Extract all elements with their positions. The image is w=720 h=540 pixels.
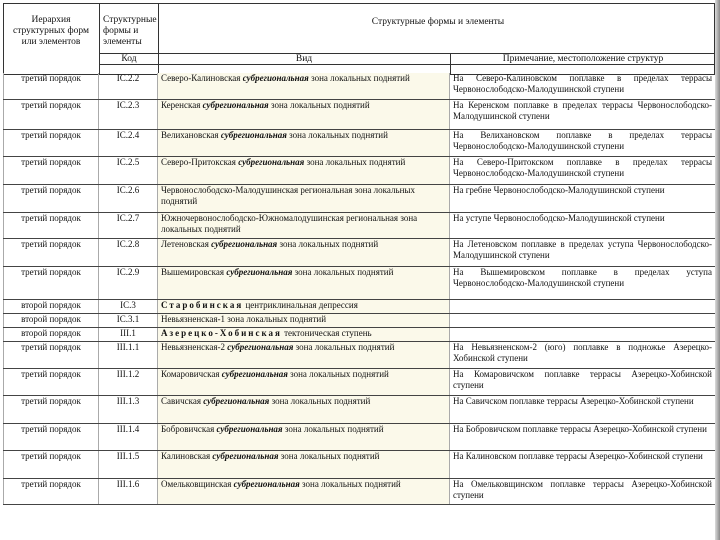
- view-text-part: Велихановская: [161, 129, 221, 140]
- hierarchy-cell: третий порядок: [4, 478, 99, 504]
- header-code: Код: [121, 54, 137, 64]
- view-cell: [158, 266, 450, 299]
- table-row: [4, 156, 716, 184]
- code-cell: III.1.4: [99, 423, 158, 450]
- header-structural-forms: Структурные формы и элементы: [103, 15, 157, 47]
- table-row: [4, 327, 716, 341]
- view-cell: [158, 478, 450, 504]
- view-text-part: зона локальных поднятий: [299, 478, 401, 489]
- note-cell: На Северо-Калиновском поплавке в пределах террасы Червонослободско-Малодушинской ступени: [450, 73, 716, 99]
- view-cell: [158, 99, 450, 129]
- view-text-part: Керенская: [161, 99, 203, 110]
- view-text-part: центриклинальная депрессия: [243, 299, 358, 310]
- table-row: [4, 238, 716, 266]
- header-hierarchy: Иерархия структурных форм или элементов: [13, 15, 89, 47]
- view-text-part: Летеновская: [161, 238, 212, 249]
- table-row: [4, 395, 716, 423]
- view-text-part: Калиновская: [161, 450, 213, 461]
- view-cell: [158, 423, 450, 450]
- view-text-part: зона локальных поднятий: [293, 341, 395, 352]
- view-text-part: зона локальных поднятий: [278, 450, 380, 461]
- hierarchy-cell: третий порядок: [4, 99, 99, 129]
- note-cell: На Омельковщинском поплавке террасы Азерецко-Хобинской ступени: [450, 478, 716, 504]
- table-row: [4, 450, 716, 478]
- code-cell: IC.3: [99, 299, 158, 313]
- view-cell: [158, 395, 450, 423]
- code-cell: IC.2.4: [99, 129, 158, 156]
- view-text-part: субрегиональная: [212, 450, 279, 461]
- view-cell: [158, 156, 450, 184]
- view-text-part: субрегиональная: [242, 73, 309, 83]
- view-cell: [158, 299, 450, 313]
- view-text-part: субрегиональная: [226, 266, 293, 277]
- hierarchy-cell: третий порядок: [4, 341, 99, 368]
- view-cell: [158, 368, 450, 395]
- note-cell: [450, 313, 716, 327]
- note-cell: На Северо-Притокском поплавке в пределах террасы Червонослободско-Малодушинской ступени: [450, 156, 716, 184]
- header-view: Вид: [295, 54, 313, 64]
- note-cell: На Савичском поплавке террасы Азерецко-Хобинской ступени: [450, 395, 716, 423]
- view-text-part: зона локальных поднятий: [304, 156, 406, 167]
- table-row: [4, 341, 716, 368]
- page-edge-shadow: [715, 0, 720, 540]
- view-text-part: зона локальных поднятий: [286, 129, 388, 140]
- view-cell: [158, 341, 450, 368]
- note-cell: [450, 327, 716, 341]
- code-cell: III.1.5: [99, 450, 158, 478]
- view-text-part: Азерецко-Хобинская: [161, 327, 282, 338]
- table-row: [4, 299, 716, 313]
- view-text-part: Бобровичская: [161, 423, 217, 434]
- header-note: Примечание, местоположение структур: [502, 54, 664, 64]
- view-text-part: субрегиональная: [203, 395, 270, 406]
- hierarchy-cell: третий порядок: [4, 184, 99, 212]
- note-cell: На Бобровичском поплавке террасы Азерецко-Хобинской ступени: [450, 423, 716, 450]
- hierarchy-cell: третий порядок: [4, 450, 99, 478]
- view-text-part: субрегиональная: [220, 129, 287, 140]
- code-cell: IC.2.3: [99, 99, 158, 129]
- view-text-part: зона локальных поднятий: [269, 395, 371, 406]
- table-row: [4, 184, 716, 212]
- structures-table: [3, 73, 716, 505]
- note-cell: На Керенском поплавке в пределах террасы Червонослободско-Малодушинской ступени: [450, 99, 716, 129]
- table-row: [4, 212, 716, 238]
- code-cell: III.1.1: [99, 341, 158, 368]
- view-text-part: субрегиональная: [221, 368, 288, 379]
- view-text-part: субрегиональная: [211, 238, 278, 249]
- view-text-part: зона локальных поднятий: [277, 238, 379, 249]
- note-cell: На уступе Червонослободско-Малодушинской ступени: [450, 212, 716, 238]
- table-row: [4, 73, 716, 99]
- note-cell: На Калиновском поплавке террасы Азерецко-Хобинской ступени: [450, 450, 716, 478]
- view-text-part: Северо-Калиновская: [161, 73, 243, 83]
- code-cell: IC.2.7: [99, 212, 158, 238]
- note-cell: [450, 299, 716, 313]
- note-cell: На Велихановском поплавке в пределах террасы Червонослободско-Малодушинской ступени: [450, 129, 716, 156]
- view-text-part: Северо-Притокская: [161, 156, 239, 167]
- view-text-part: субрегиональная: [233, 478, 300, 489]
- view-text-part: зона локальных поднятий: [268, 99, 370, 110]
- view-text-part: субрегиональная: [238, 156, 305, 167]
- table-row: [4, 313, 716, 327]
- view-text-part: Вышемировская: [161, 266, 227, 277]
- hierarchy-cell: третий порядок: [4, 156, 99, 184]
- code-cell: IC.2.5: [99, 156, 158, 184]
- hierarchy-cell: второй порядок: [4, 299, 99, 313]
- hierarchy-cell: третий порядок: [4, 212, 99, 238]
- table-row: [4, 99, 716, 129]
- code-cell: III.1.3: [99, 395, 158, 423]
- hierarchy-cell: третий порядок: [4, 129, 99, 156]
- hierarchy-cell: третий порядок: [4, 73, 99, 99]
- view-cell: [158, 238, 450, 266]
- view-text-part: зона локальных поднятий: [308, 73, 410, 83]
- note-cell: На Комаровичском поплавке террасы Азерецко-Хобинской ступени: [450, 368, 716, 395]
- view-text-part: субрегиональная: [216, 423, 283, 434]
- code-cell: III.1.2: [99, 368, 158, 395]
- code-cell: III.1: [99, 327, 158, 341]
- view-cell: [158, 129, 450, 156]
- code-cell: IC.2.2: [99, 73, 158, 99]
- note-cell: На Вышемировском поплавке в пределах уступа Червонослободско-Малодушинской ступени: [450, 266, 716, 299]
- hierarchy-cell: второй порядок: [4, 327, 99, 341]
- table-row: [4, 478, 716, 504]
- header-structural-forms-elements: Структурные формы и элементы: [371, 17, 505, 27]
- view-text-part: субрегиональная: [202, 99, 269, 110]
- view-text-part: региональная зона локальных поднятий: [161, 212, 418, 234]
- note-cell: На гребне Червонослободско-Малодушинской ступени: [450, 184, 716, 212]
- hierarchy-cell: третий порядок: [4, 395, 99, 423]
- view-cell: [158, 212, 450, 238]
- view-text-part: Омельковщинская: [161, 478, 234, 489]
- code-cell: III.1.6: [99, 478, 158, 504]
- view-cell: [158, 450, 450, 478]
- code-cell: IC.3.1: [99, 313, 158, 327]
- table-row: [4, 266, 716, 299]
- hierarchy-cell: третий порядок: [4, 238, 99, 266]
- code-cell: IC.2.6: [99, 184, 158, 212]
- view-text-part: тектоническая ступень: [281, 327, 372, 338]
- view-text-part: Невьязненская-2: [161, 341, 228, 352]
- table-header: [3, 3, 715, 75]
- view-text-part: зона локальных поднятий: [287, 368, 389, 379]
- note-cell: На Невьязненском-2 (юго) поплавке в подножье Азерецко-Хобинской ступени: [450, 341, 716, 368]
- view-cell: [158, 73, 450, 99]
- table-row: [4, 129, 716, 156]
- view-cell: [158, 327, 450, 341]
- view-cell: [158, 313, 450, 327]
- hierarchy-cell: третий порядок: [4, 368, 99, 395]
- view-text-part: Савичская: [161, 395, 204, 406]
- code-cell: IC.2.9: [99, 266, 158, 299]
- table-row: [4, 368, 716, 395]
- view-text-part: Южночервонослободско-Южномалодушинская: [161, 212, 347, 223]
- view-text-part: Комаровичская: [161, 368, 222, 379]
- view-cell: [158, 184, 450, 212]
- view-text-part: Невьязненская-1 зона локальных поднятий: [161, 313, 327, 324]
- table-row: [4, 423, 716, 450]
- view-text-part: Старобинская: [161, 299, 244, 310]
- view-text-part: Червонослободско-Малодушинская региональная зона локальных поднятий: [161, 184, 415, 206]
- view-text-part: зона локальных поднятий: [282, 423, 384, 434]
- view-text-part: зона локальных поднятий: [292, 266, 394, 277]
- code-cell: IC.2.8: [99, 238, 158, 266]
- view-text-part: субрегиональная: [227, 341, 294, 352]
- hierarchy-cell: второй порядок: [4, 313, 99, 327]
- hierarchy-cell: третий порядок: [4, 266, 99, 299]
- note-cell: На Летеновском поплавке в пределах уступа Червонослободско-Малодушинской ступени: [450, 238, 716, 266]
- hierarchy-cell: третий порядок: [4, 423, 99, 450]
